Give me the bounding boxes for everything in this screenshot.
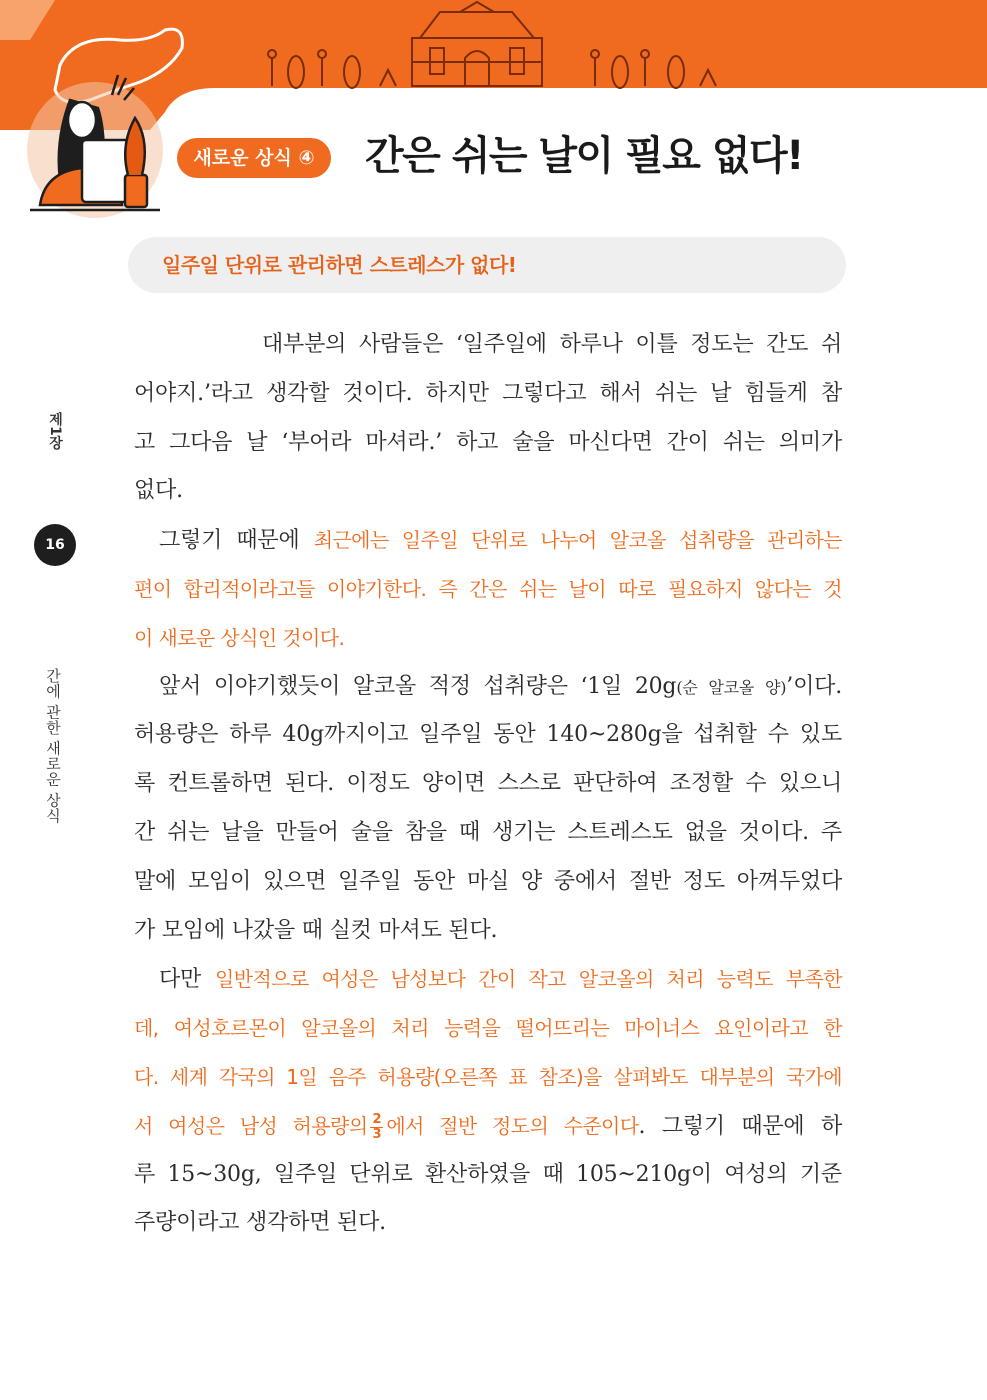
chapter-label: 제1장 [47, 412, 63, 450]
text-line: 대부분의 사람들은 ‘일주일에 하루나 이틀 정도는 간도 쉬 [262, 332, 842, 357]
fraction-denominator: 3 [372, 1126, 382, 1142]
text-line [134, 614, 842, 663]
chapter-header [0, 0, 987, 230]
text-run: 앞서 이야기했듯이 알코올 적정 섭취량은 ‘1일 20g [159, 673, 677, 699]
text-run: 그렇기 때문에 [159, 528, 314, 554]
text-line: 고 그다음 날 ‘부어라 마셔라.’ 하고 술을 마신다면 간이 쉬는 의미가 [134, 429, 842, 455]
text-line: 말에 모임이 있으면 일주일 동안 마실 양 중에서 절반 정도 아껴두었다 [134, 868, 842, 894]
fraction [370, 1113, 383, 1141]
text-run: 다만 [159, 967, 215, 993]
body-text [134, 321, 842, 1248]
fraction-numerator: 2 [372, 1111, 382, 1127]
text-line [134, 955, 842, 1004]
text-line [134, 1053, 842, 1102]
highlight-text: 서 여성은 남성 허용량의 [134, 1113, 368, 1138]
text-line: 가 모임에 나갔을 때 실컷 마셔도 된다. [134, 917, 498, 943]
section-badge: 새로운 상식 ④ [177, 138, 331, 178]
page-number: 16 [34, 524, 76, 566]
highlight-text: 일반적으로 여성은 남성보다 간이 작고 알코올의 처리 능력도 부족한 [215, 967, 842, 992]
highlight-text: 최근에는 일주일 단위로 나누어 알코올 섭취량을 관리하는 [313, 528, 842, 553]
text-line: 록 컨트롤하면 된다. 이정도 양이면 스스로 판단하여 조정할 수 있으니 [134, 771, 842, 797]
text-line [134, 663, 842, 712]
highlight-text: 다. 세계 각국의 1일 음주 허용량(오른쪽 표 참조)을 살펴봐도 대부분의 국가에 [134, 1064, 842, 1089]
text-line [134, 565, 842, 614]
text-line: 어야지.’라고 생각할 것이다. 하지만 그렇다고 해서 쉬는 날 힘들게 참 [134, 380, 842, 406]
book-title: 간에 관한 새로운 상식 [44, 668, 62, 824]
text-line: 루 15~30g, 일주일 단위로 환산하였을 때 105~210g이 여성의 기준 [134, 1161, 842, 1187]
page-title: 간은 쉬는 날이 필요 없다! [365, 133, 803, 179]
text-line [134, 516, 842, 565]
text-line [134, 1102, 842, 1151]
text-run-small: (순 알코올 양) [676, 677, 787, 697]
highlight-text: 데, 여성호르몬이 알코올의 처리 능력을 떨어뜨리는 마이너스 요인이라고 한 [134, 1016, 842, 1041]
highlight-text: 편이 합리적이라고들 이야기한다. 즉 간은 쉬는 날이 따로 필요하지 않다는 것 [134, 576, 842, 601]
text-line: 주량이라고 생각하면 된다. [134, 1210, 386, 1236]
highlight-text: 이 새로운 상식인 것이다. [134, 625, 345, 650]
highlight-text: 에서 절반 정도의 수준이다 [386, 1113, 639, 1138]
text-line: 간 쉬는 날을 만들어 술을 참을 때 생기는 스트레스도 없을 것이다. 주 [134, 819, 842, 845]
text-line: 허용량은 하루 40g까지이고 일주일 동안 140~280g을 섭취할 수 있도 [134, 722, 842, 748]
text-line [134, 1004, 842, 1053]
header-illustration [0, 0, 987, 230]
subtitle-banner [128, 237, 846, 293]
text-line: 없다. [134, 478, 183, 504]
subtitle-text: 일주일 단위로 관리하면 스트레스가 없다! [162, 253, 517, 277]
text-run: ’이다. [786, 673, 842, 699]
text-run: . 그렇기 때문에 하 [638, 1113, 842, 1139]
